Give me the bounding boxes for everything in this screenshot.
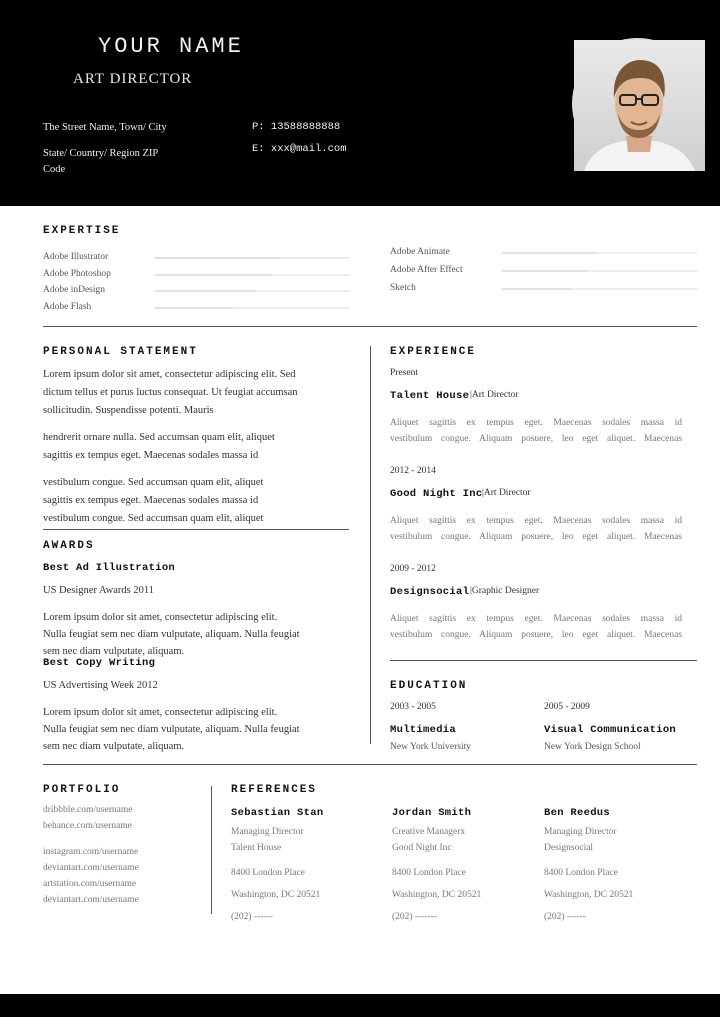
skill-name: Adobe Illustrator — [43, 252, 109, 262]
personal-statement-heading: PERSONAL STATEMENT — [43, 346, 198, 358]
reference-phone-wrap — [392, 912, 532, 922]
award-description-line: Nulla feugiat sem nec diam vulputate, aliquam. Nulla feugiat — [43, 629, 300, 640]
address-line-1: The Street Name, Town/ City — [43, 122, 167, 133]
expertise-right-list — [390, 245, 700, 305]
statement-line: sagittis ex tempus eget. Maecenas sodales massa id — [43, 495, 259, 506]
experience-description-line: vestibulum congue. Aliquam posuere, leo eget aliquet. Maecenas — [390, 434, 682, 444]
skill-name: Adobe After Effect — [390, 265, 463, 275]
experience-description-line: Aliquet sagittis ex tempus eget. Maecenas sodales massa id — [390, 516, 682, 526]
education-school-wrap — [390, 742, 540, 752]
skill-bar-fill — [502, 270, 588, 272]
statement-line: hendrerit ornare nulla. Sed accumsan quam elit, aliquet — [43, 432, 275, 443]
experience-description-line: vestibulum congue. Aliquam posuere, leo eget aliquet. Maecenas — [390, 630, 682, 640]
reference-phone: (202) ------ — [231, 912, 273, 922]
award-description-line: Lorem ipsum dolor sit amet, consectetur adipiscing elit. — [43, 612, 278, 623]
portfolio-link: instagram.com/username — [43, 847, 139, 857]
reference-company: Talent House — [231, 843, 282, 853]
experience-company: Designsocial — [390, 586, 470, 598]
reference-street: 8400 London Place — [544, 868, 618, 878]
experience-period: Present — [390, 368, 418, 378]
phone-number: P: 13588888888 — [252, 121, 341, 133]
statement-line: sollicitudin. Suspendisse potenti. Mauris — [43, 405, 214, 416]
portfolio-link: artstation.com/username — [43, 879, 137, 889]
education-school: New York Design School — [544, 742, 641, 752]
reference-title: Managing Director — [231, 827, 304, 837]
expertise-left-list — [43, 250, 353, 310]
awards-list — [43, 560, 353, 750]
profile-photo — [572, 38, 703, 169]
portfolio-heading: PORTFOLIO — [43, 784, 121, 796]
divider-line — [43, 529, 349, 530]
award-description-line: sem nec diam vulputate, aliquam. — [43, 741, 185, 752]
personal-statement-text — [43, 366, 353, 528]
skill-name: Sketch — [390, 283, 416, 293]
reference-name: Sebastian Stan — [231, 807, 324, 819]
reference-street: 8400 London Place — [231, 868, 305, 878]
experience-description-line: Aliquet sagittis ex tempus eget. Maecenas sodales massa id — [390, 614, 682, 624]
awards-heading: AWARDS — [43, 540, 95, 552]
address-line-2: State/ Country/ Region ZIP — [43, 148, 159, 159]
award-title: Best Ad Illustration — [43, 562, 176, 574]
education-field: Visual Communication — [544, 724, 677, 736]
email-address: E: xxx@mail.com — [252, 143, 347, 155]
education-school: New York University — [390, 742, 472, 752]
footer-bar — [0, 994, 720, 1017]
reference-phone-wrap — [231, 912, 371, 922]
skill-name: Adobe Flash — [43, 301, 92, 312]
statement-line: vestibulum congue. Sed accumsan quam elit, aliquet — [43, 513, 264, 524]
skill-bar-fill — [502, 288, 572, 290]
statement-line: Lorem ipsum dolor sit amet, consectetur adipiscing elit. Sed — [43, 369, 296, 380]
reference-city: Washington, DC 20521 — [392, 890, 482, 900]
award-item — [43, 560, 353, 657]
award-event: US Designer Awards 2011 — [43, 585, 154, 596]
reference-company: Good Night Inc — [392, 843, 452, 853]
award-event: US Advertising Week 2012 — [43, 680, 158, 691]
statement-line: vestibulum congue. Sed accumsan quam elit, aliquet — [43, 477, 264, 488]
education-period: 2003 - 2005 — [390, 702, 436, 712]
reference-city: Washington, DC 20521 — [231, 890, 321, 900]
experience-description-line: vestibulum congue. Aliquam posuere, leo eget aliquet. Maecenas — [390, 532, 682, 542]
statement-line: sagittis ex tempus eget. Maecenas sodales massa id — [43, 450, 259, 461]
experience-description-line: Aliquet sagittis ex tempus eget. Maecenas sodales massa id — [390, 418, 682, 428]
skill-name: Adobe inDesign — [43, 285, 106, 295]
address-line-3: Code — [43, 164, 66, 175]
statement-line: dictum tellus et purus luctus consequat. Ut feugiat accumsan — [43, 387, 298, 398]
education-list — [390, 700, 700, 752]
skill-bar-fill — [155, 290, 256, 292]
reference-phone: (202) ------ — [544, 912, 586, 922]
skill-bar-fill — [155, 307, 233, 309]
award-title: Best Copy Writing — [43, 657, 156, 669]
candidate-title: ART DIRECTOR — [73, 71, 193, 87]
award-description-line: sem nec diam vulputate, aliquam. — [43, 646, 185, 657]
experience-heading: EXPERIENCE — [390, 346, 477, 358]
skill-name: Adobe Photoshop — [43, 268, 111, 279]
portfolio-link: dribbble.com/username — [43, 805, 133, 815]
reference-phone-wrap — [544, 912, 684, 922]
reference-name: Ben Reedus — [544, 807, 611, 819]
reference-title: Creative Managerx — [392, 827, 466, 837]
divider-line — [390, 660, 697, 661]
skill-bar-fill — [155, 274, 272, 276]
experience-period: 2012 - 2014 — [390, 466, 436, 476]
experience-period: 2009 - 2012 — [390, 564, 436, 574]
references-list — [231, 805, 701, 922]
reference-street: 8400 London Place — [392, 868, 466, 878]
reference-name: Jordan Smith — [392, 807, 472, 819]
reference-phone: (202) ------- — [392, 912, 438, 922]
references-heading: REFERENCES — [231, 784, 318, 796]
column-divider — [370, 346, 371, 744]
education-period: 2005 - 2009 — [544, 702, 590, 712]
skill-name: Adobe Animate — [390, 247, 450, 257]
reference-company: Designsocial — [544, 843, 594, 853]
portfolio-links — [43, 805, 203, 915]
education-field: Multimedia — [390, 724, 457, 736]
reference-title: Managing Director — [544, 827, 617, 837]
portfolio-link: behance.com/username — [43, 821, 132, 831]
divider-line — [43, 764, 697, 765]
education-school-wrap — [544, 742, 694, 752]
candidate-name: YOUR NAME — [98, 34, 244, 59]
person-portrait-icon — [574, 40, 705, 171]
experience-company: Good Night Inc — [390, 488, 483, 500]
portfolio-link: deviantart.com/username — [43, 895, 139, 905]
reference-city: Washington, DC 20521 — [544, 890, 634, 900]
experience-list — [390, 366, 682, 652]
experience-company: Talent House — [390, 390, 470, 402]
skill-bar-fill — [155, 257, 280, 259]
skill-bar-fill — [502, 252, 596, 254]
experience-role: |Art Director — [482, 488, 531, 498]
award-description-line: Lorem ipsum dolor sit amet, consectetur adipiscing elit. — [43, 707, 278, 718]
education-heading: EDUCATION — [390, 680, 468, 692]
expertise-heading: EXPERTISE — [43, 225, 121, 237]
award-description-line: Nulla feugiat sem nec diam vulputate, aliquam. Nulla feugiat — [43, 724, 300, 735]
divider-line — [43, 326, 697, 327]
experience-role: |Art Director — [470, 390, 519, 400]
column-divider — [211, 786, 212, 914]
portfolio-link: deviantart.com/username — [43, 863, 139, 873]
experience-role: |Graphic Designer — [470, 586, 540, 596]
award-item — [43, 655, 353, 752]
